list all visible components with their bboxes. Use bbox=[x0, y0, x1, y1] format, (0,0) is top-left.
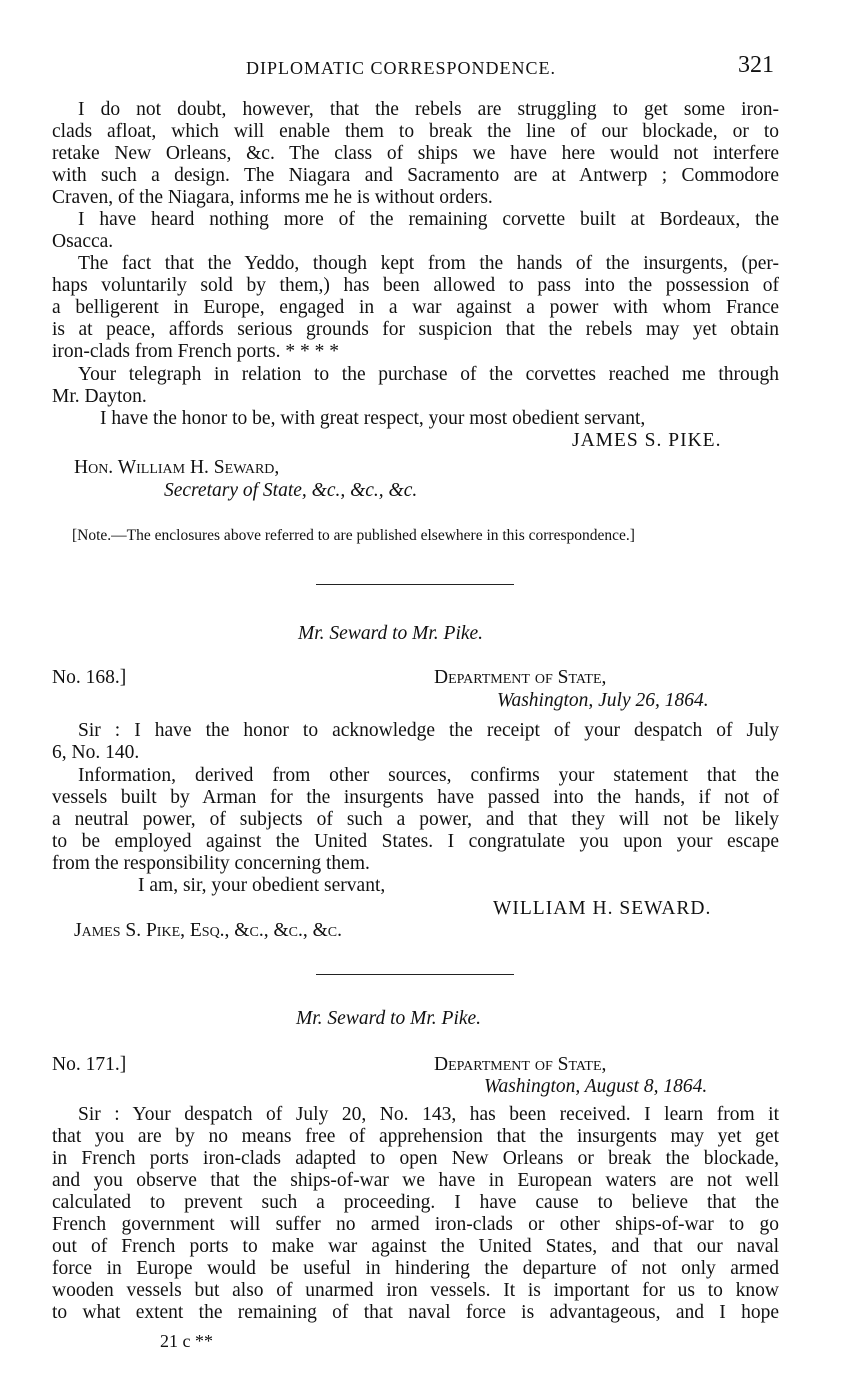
signature-mark: 21 c ** bbox=[160, 1331, 213, 1351]
paragraph-line: to what extent the remaining of that naval force is advantageous, and I hope bbox=[52, 1302, 779, 1323]
paragraph-line: clads afloat, which will enable them to break the line of our blockade, or to bbox=[52, 121, 779, 142]
signature: WILLIAM H. SEWARD. bbox=[493, 898, 712, 919]
signature: JAMES S. PIKE. bbox=[572, 430, 722, 451]
closing-line: I am, sir, your obedient servant, bbox=[138, 875, 386, 896]
paragraph-line: haps voluntarily sold by them,) has been allowed to pass into the possession of bbox=[52, 275, 779, 296]
place-date: Washington, August 8, 1864. bbox=[484, 1076, 708, 1097]
paragraph-line: vessels built by Arman for the insurgents have passed into the hands, if not of bbox=[52, 787, 779, 808]
department: Department of State, bbox=[434, 667, 607, 688]
paragraph-line: Information, derived from other sources, confirms your statement that the bbox=[78, 765, 779, 786]
paragraph-line: to be employed against the United States. I congratulate you upon your escape bbox=[52, 831, 779, 852]
letter-number: No. 168.] bbox=[52, 667, 127, 688]
paragraph-line: I have heard nothing more of the remaining corvette built at Bordeaux, the bbox=[78, 209, 779, 230]
editorial-note: [Note.—The enclosures above referred to are published elsewhere in this correspondence.] bbox=[72, 527, 635, 544]
paragraph-line: and you observe that the ships-of-war we have in European waters are not well bbox=[52, 1170, 779, 1191]
paragraph-line: calculated to prevent such a proceeding. I have cause to believe that the bbox=[52, 1192, 779, 1213]
letter-number: No. 171.] bbox=[52, 1054, 127, 1075]
paragraph-line: retake New Orleans, &c. The class of ships we have here would not interfere bbox=[52, 143, 779, 164]
page-number: 321 bbox=[738, 52, 774, 78]
paragraph-line: Your telegraph in relation to the purchase of the corvettes reached me through bbox=[78, 364, 779, 385]
paragraph-line: a neutral power, of subjects of such a power, and that they will not be likely bbox=[52, 809, 779, 830]
closing-line: I have the honor to be, with great respect, your most obedient servant, bbox=[100, 408, 646, 429]
paragraph-line: Mr. Dayton. bbox=[52, 386, 147, 407]
paragraph-line: with such a design. The Niagara and Sacramento are at Antwerp ; Commodore bbox=[52, 165, 779, 186]
addressee-name: Hon. William H. Seward, bbox=[74, 457, 280, 478]
paragraph-line: in French ports iron-clads adapted to open New Orleans or break the blockade, bbox=[52, 1148, 779, 1169]
paragraph-line: French government will suffer no armed iron-clads or other ships-of-war to go bbox=[52, 1214, 779, 1235]
paragraph-line: The fact that the Yeddo, though kept from the hands of the insurgents, (per- bbox=[78, 253, 779, 274]
addressee-title: Secretary of State, &c., &c., &c. bbox=[164, 480, 418, 501]
paragraph-line: is at peace, affords serious grounds for suspicion that the rebels may yet obtain bbox=[52, 319, 779, 340]
paragraph-line: force in Europe would be useful in hindering the departure of not only armed bbox=[52, 1258, 779, 1279]
paragraph-line: Osacca. bbox=[52, 231, 114, 252]
paragraph-line: from the responsibility concerning them. bbox=[52, 853, 370, 874]
paragraph-line: Sir : I have the honor to acknowledge the receipt of your despatch of July bbox=[78, 720, 779, 741]
addressee: James S. Pike, Esq., &c., &c., &c. bbox=[74, 920, 342, 941]
paragraph-line: iron-clads from French ports. * * * * bbox=[52, 341, 340, 362]
paragraph-line: I do not doubt, however, that the rebels are struggling to get some iron- bbox=[78, 99, 779, 120]
paragraph-line: out of French ports to make war against the United States, and that our naval bbox=[52, 1236, 779, 1257]
letter-heading: Mr. Seward to Mr. Pike. bbox=[298, 623, 484, 644]
place-date: Washington, July 26, 1864. bbox=[497, 690, 709, 711]
department: Department of State, bbox=[434, 1054, 607, 1075]
section-divider bbox=[316, 584, 514, 585]
paragraph-line: a belligerent in Europe, engaged in a war against a power with whom France bbox=[52, 297, 779, 318]
paragraph-line: Craven, of the Niagara, informs me he is without orders. bbox=[52, 187, 493, 208]
paragraph-line: Sir : Your despatch of July 20, No. 143, has been received. I learn from it bbox=[78, 1104, 779, 1125]
running-head-title: DIPLOMATIC CORRESPONDENCE. bbox=[246, 58, 557, 78]
paragraph-line: 6, No. 140. bbox=[52, 742, 140, 763]
letter-heading: Mr. Seward to Mr. Pike. bbox=[296, 1008, 482, 1029]
paragraph-line: that you are by no means free of apprehension that the insurgents may yet get bbox=[52, 1126, 779, 1147]
section-divider bbox=[316, 974, 514, 975]
paragraph-line: wooden vessels but also of unarmed iron vessels. It is important for us to know bbox=[52, 1280, 779, 1301]
